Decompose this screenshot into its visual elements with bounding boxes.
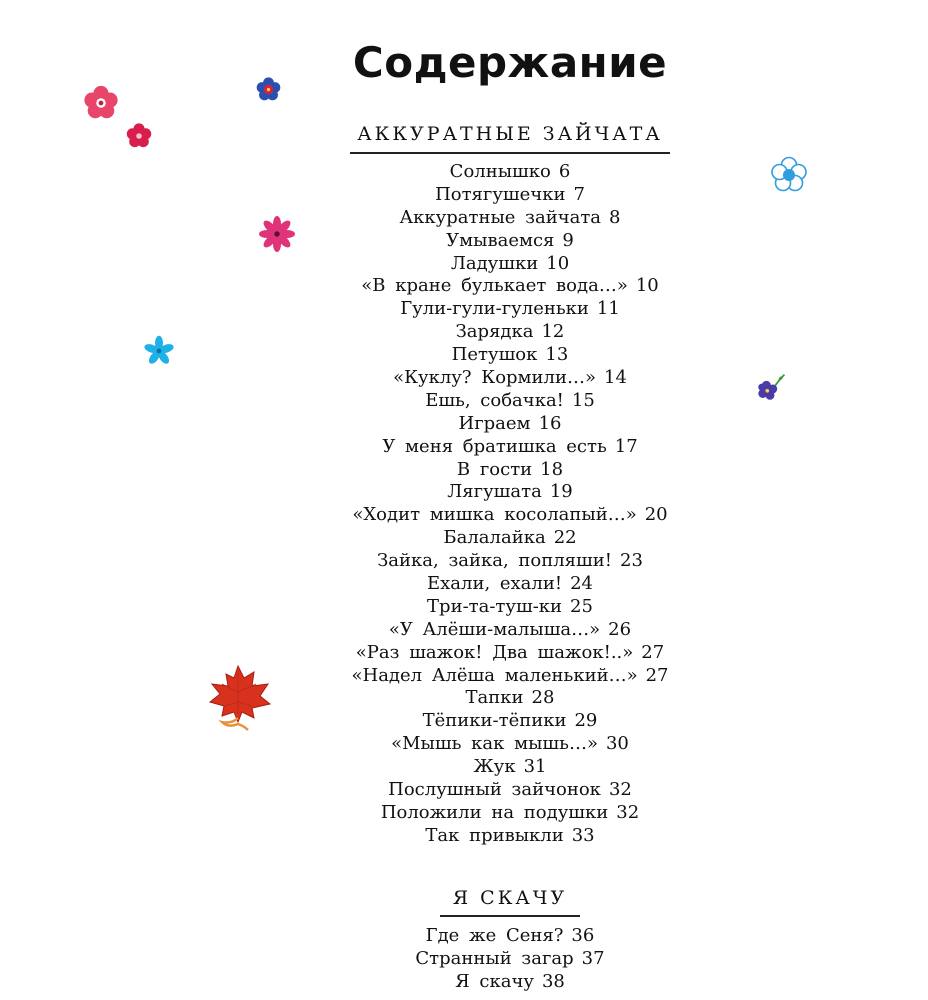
toc-entry-page-number: 13 [545, 344, 569, 366]
toc-entry-title: Умываемся [446, 229, 555, 251]
magenta-flower-icon [258, 216, 296, 252]
pink-flower-icon [82, 84, 120, 122]
toc-entry-title: Потягушечки [435, 183, 566, 205]
toc-entry[interactable] [0, 948, 928, 971]
toc-entry[interactable] [0, 925, 928, 948]
toc-entry-title: Зарядка [455, 321, 534, 343]
toc-entry[interactable] [0, 321, 928, 344]
toc-entry[interactable] [0, 390, 928, 413]
toc-entry-title: Ешь, собачка! [425, 389, 564, 411]
toc-entry-page-number: 32 [608, 779, 632, 801]
toc-entry-title: Петушок [451, 344, 538, 366]
toc-entry-title: Солнышко [449, 161, 551, 182]
toc-entry-page-number: 29 [574, 710, 598, 732]
toc-entry-page-number: 27 [645, 664, 669, 686]
toc-entry[interactable] [0, 710, 928, 733]
toc-entry-title: Тапки [465, 687, 524, 709]
page-title: Содержание [352, 38, 668, 87]
toc-entry[interactable] [0, 230, 928, 253]
toc-entry-page-number: 8 [609, 206, 621, 228]
section-rule-2 [440, 915, 580, 917]
toc-entry-page-number: 33 [571, 824, 595, 846]
toc-entry-page-number: 28 [531, 687, 555, 709]
toc-entry-page-number: 10 [635, 275, 659, 297]
toc-list-1 [0, 161, 928, 848]
toc-entry[interactable] [0, 733, 928, 756]
toc-entry-title: «В кране булькает вода…» [361, 275, 628, 297]
toc-entry-title: «Ходит мишка косолапый…» [352, 504, 637, 526]
toc-entry[interactable] [0, 504, 928, 527]
toc-entry[interactable] [0, 596, 928, 619]
toc-entry[interactable] [0, 687, 928, 710]
toc-entry-page-number: 23 [620, 550, 643, 572]
toc-entry-page-number: 37 [581, 947, 605, 969]
toc-entry-title: Послушный зайчонок [388, 779, 601, 801]
toc-entry[interactable] [0, 298, 928, 321]
section-rule-1 [350, 152, 670, 154]
toc-entry[interactable] [0, 344, 928, 367]
maple-leaf-icon [208, 662, 272, 732]
toc-entry-page-number: 20 [644, 504, 668, 526]
toc-entry-page-number: 15 [571, 389, 595, 411]
toc-entry[interactable] [0, 275, 928, 298]
toc-entry-title: Странный загар [415, 947, 574, 969]
toc-entry-title: «Мышь как мышь…» [391, 733, 598, 755]
toc-entry-page-number: 18 [540, 458, 564, 480]
toc-entry-title: Лягушата [447, 481, 542, 503]
toc-entry-page-number: 11 [596, 298, 620, 320]
toc-entry-page-number: 22 [553, 527, 577, 549]
toc-entry-title: Положили на подушки [380, 801, 609, 823]
toc-entry-title: Тёпики-тёпики [422, 710, 567, 732]
toc-entry-title: Балалайка [443, 527, 546, 549]
toc-entry[interactable] [0, 481, 928, 504]
toc-entry[interactable] [0, 436, 928, 459]
toc-entry[interactable] [0, 665, 928, 688]
toc-entry-title: В гости [456, 458, 533, 480]
toc-entry[interactable] [0, 779, 928, 802]
toc-entry-page-number: 7 [573, 183, 585, 205]
toc-list-2 [0, 925, 928, 994]
toc-entry-title: Ладушки [450, 252, 539, 274]
toc-entry-title: Где же Сеня? [425, 925, 564, 946]
toc-entry-title: Так привыкли [425, 824, 564, 846]
toc-entry-page-number: 32 [616, 801, 640, 823]
toc-entry[interactable] [0, 971, 928, 994]
toc-entry[interactable] [0, 527, 928, 550]
section-heading-1: АККУРАТНЫЕ ЗАЙЧАТА [357, 123, 663, 145]
toc-entry-page-number: 30 [605, 733, 629, 755]
toc-entry-page-number: 27 [641, 641, 665, 663]
toc-entry-page-number: 10 [546, 252, 570, 274]
toc-entry-page-number: 16 [538, 412, 562, 434]
toc-entry-page-number: 19 [549, 481, 573, 503]
toc-entry-title: «У Алёши-малыша…» [388, 618, 601, 640]
toc-entry[interactable] [0, 413, 928, 436]
toc-entry-title: «Куклу? Кормили…» [393, 367, 596, 389]
toc-entry[interactable] [0, 207, 928, 230]
toc-entry[interactable] [0, 802, 928, 825]
toc-entry-page-number: 24 [570, 573, 593, 595]
toc-entry[interactable] [0, 367, 928, 390]
toc-entry-title: «Надел Алёша маленький…» [351, 664, 638, 686]
toc-entry[interactable] [0, 550, 928, 573]
toc-entry-page-number: 14 [604, 367, 627, 389]
toc-entry[interactable] [0, 756, 928, 779]
toc-entry-title: Гули-гули-гуленьки [400, 298, 589, 320]
toc-entry-page-number: 31 [523, 756, 547, 778]
toc-entry[interactable] [0, 253, 928, 276]
toc-entry[interactable] [0, 459, 928, 482]
toc-entry-page-number: 38 [541, 970, 565, 992]
toc-entry-title: Три-та-туш-ки [427, 595, 563, 617]
red-flower-icon [125, 122, 153, 150]
white-blue-flower-icon [768, 155, 810, 195]
toc-entry-page-number: 36 [571, 925, 595, 946]
toc-entry-page-number: 6 [558, 161, 571, 182]
blue-red-flower-icon [255, 76, 282, 103]
toc-entry-page-number: 26 [608, 618, 632, 640]
toc-entry-title: Я скачу [455, 970, 534, 992]
section-heading-2: Я СКАЧУ [452, 887, 568, 909]
toc-entry[interactable] [0, 642, 928, 665]
toc-entry-title: Ехали, ехали! [426, 573, 563, 595]
toc-entry-title: «Раз шажок! Два шажок!..» [355, 641, 634, 663]
cyan-flower-icon [143, 335, 175, 367]
toc-entry-title: У меня братишка есть [382, 435, 607, 457]
toc-entry[interactable] [0, 619, 928, 642]
toc-entry-page-number: 25 [570, 595, 593, 617]
toc-entry-title: Жук [473, 756, 516, 778]
toc-entry-page-number: 12 [541, 321, 565, 343]
toc-entry-title: Аккуратные зайчата [399, 206, 602, 228]
toc-entry[interactable] [0, 825, 928, 848]
toc-entry-page-number: 9 [562, 229, 574, 251]
toc-entry[interactable] [0, 573, 928, 596]
toc-entry-title: Зайка, зайка, попляши! [377, 550, 613, 572]
toc-entry-page-number: 17 [614, 435, 638, 457]
toc-entry-title: Играем [458, 412, 531, 434]
purple-flower-icon [752, 370, 788, 408]
